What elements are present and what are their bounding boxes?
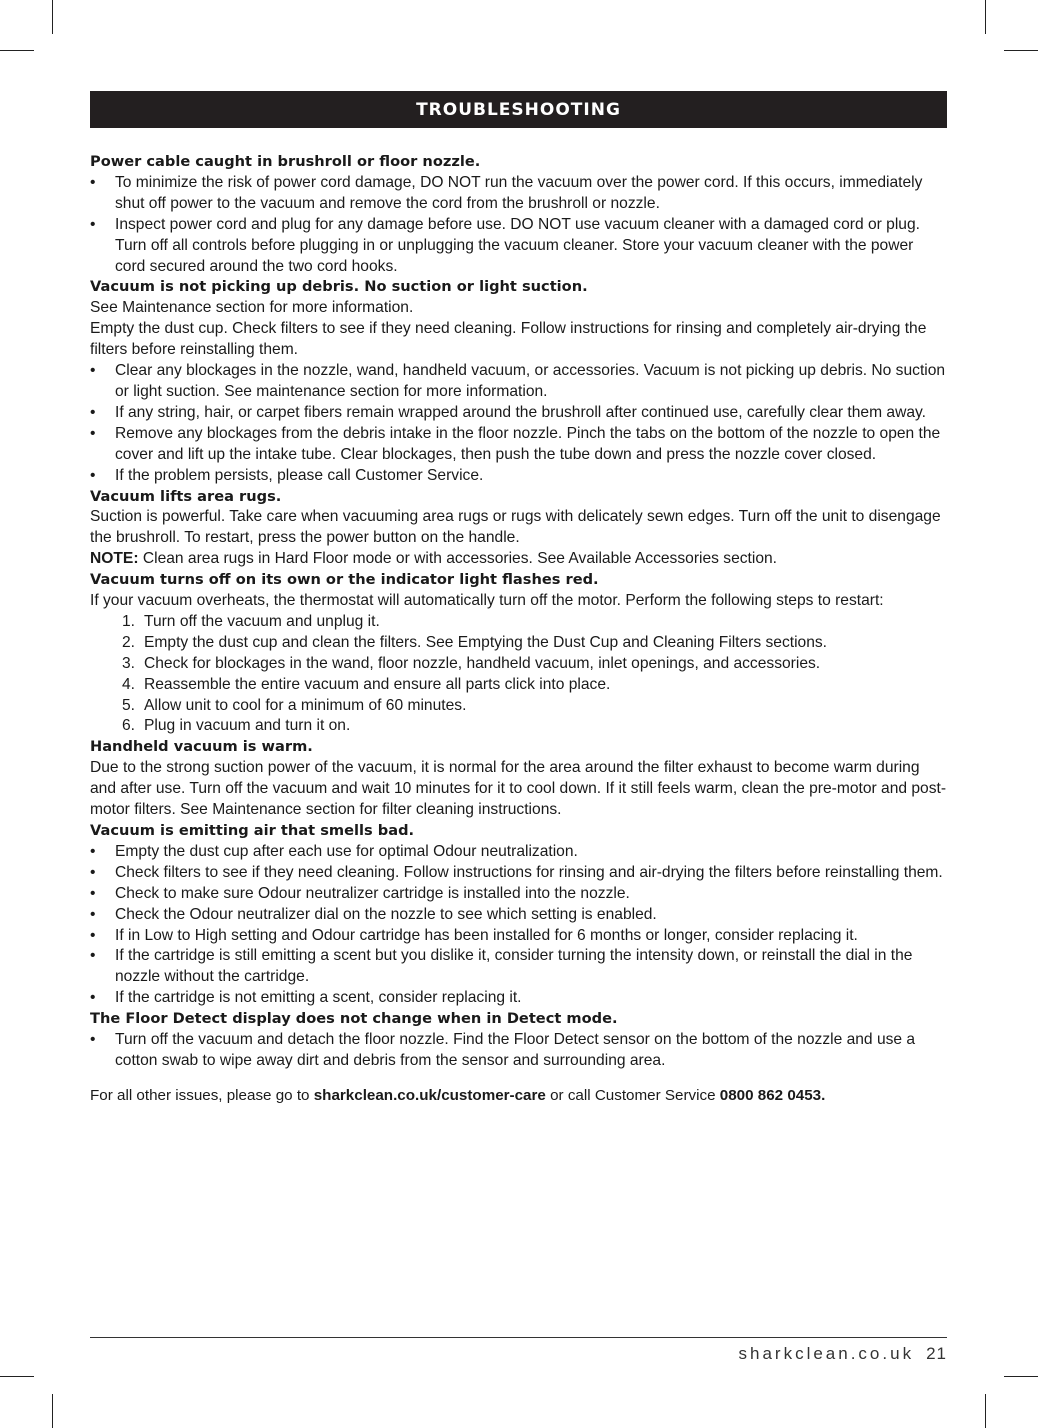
paragraph: Due to the strong suction power of the vacuum, it is normal for the area around the filter exhaust to become warm during and after use. Turn off the vacuum and wait 10 minutes for it to cool down. If it still feels warm, clean the pre-motor and post-motor filters. See Maintenance section for filter cleaning instructions. bbox=[90, 759, 947, 819]
section-banner bbox=[90, 91, 947, 128]
step-number: 5. bbox=[122, 696, 136, 714]
contact-middle: or call Customer Service bbox=[545, 1086, 720, 1104]
list-item: • Turn off the vacuum and detach the floor nozzle. Find the Floor Detect sensor on the bottom of the nozzle and use a cotton swab to wipe away dirt and debris from the sensor and surrounding area. bbox=[90, 1030, 947, 1072]
page-footer bbox=[739, 1344, 948, 1364]
section-heading: Power cable caught in brushroll or floor nozzle. bbox=[90, 153, 481, 170]
paragraph: If your vacuum overheats, the thermostat will automatically turn off the motor. Perform the following steps to restart: bbox=[90, 592, 884, 610]
list-item: • If the cartridge is not emitting a scent, consider replacing it. bbox=[90, 988, 947, 1009]
crop-mark bbox=[985, 1394, 986, 1428]
note-text: Clean area rugs in Hard Floor mode or with accessories. See Available Accessories section. bbox=[138, 550, 778, 568]
footer-divider bbox=[90, 1337, 947, 1338]
step-item bbox=[122, 696, 947, 717]
crop-mark bbox=[52, 0, 53, 34]
section-heading: The Floor Detect display does not change when in Detect mode. bbox=[90, 1010, 618, 1028]
step-text: Turn off the vacuum and unplug it. bbox=[144, 612, 380, 630]
step-text: Check for blockages in the wand, floor nozzle, handheld vacuum, inlet openings, and accessories. bbox=[144, 654, 821, 672]
note-label: NOTE: bbox=[90, 550, 139, 568]
section-heading: Vacuum is not picking up debris. No suction or light suction. bbox=[90, 278, 588, 296]
section-heading: Vacuum is emitting air that smells bad. bbox=[90, 822, 415, 839]
list-item: • Empty the dust cup after each use for optimal Odour neutralization. bbox=[90, 842, 947, 863]
crop-mark bbox=[0, 50, 34, 51]
paragraph: Suction is powerful. Take care when vacuuming area rugs or rugs with delicately sewn edges. Turn off the unit to disengage the brushroll. To restart, press the power button on the handle. bbox=[90, 508, 941, 547]
section-heading: Vacuum lifts area rugs. bbox=[90, 487, 282, 505]
list-item: • If the problem persists, please call Customer Service. bbox=[90, 466, 947, 487]
step-number: 3. bbox=[122, 654, 136, 672]
step-text: Allow unit to cool for a minimum of 60 minutes. bbox=[144, 696, 467, 714]
bullet-list bbox=[90, 173, 947, 278]
step-number: 6. bbox=[122, 717, 136, 735]
crop-mark bbox=[52, 1394, 53, 1428]
contact-prefix: For all other issues, please go to bbox=[90, 1086, 314, 1104]
list-item: • Check the Odour neutralizer dial on the nozzle to see which setting is enabled. bbox=[90, 905, 947, 926]
list-item: • Remove any blockages from the debris intake in the floor nozzle. Pinch the tabs on the bottom of the nozzle to open the cover and lift up the intake tube. Clear blockages, then push the tube down and press the nozzle cover closed. bbox=[90, 424, 947, 466]
troubleshooting-content bbox=[90, 152, 947, 1107]
step-item bbox=[122, 675, 947, 696]
list-item: • If any string, hair, or carpet fibers remain wrapped around the brushroll after continued use, carefully clear them away. bbox=[90, 403, 947, 424]
list-item: • To minimize the risk of power cord damage, DO NOT run the vacuum over the power cord. If this occurs, immediately shut off power to the vacuum and remove the cord from the brushroll or nozzle. bbox=[90, 173, 947, 215]
contact-note bbox=[90, 1086, 947, 1107]
step-text: Reassemble the entire vacuum and ensure all parts click into place. bbox=[144, 675, 611, 693]
page bbox=[90, 91, 947, 1107]
support-link[interactable]: sharkclean.co.uk/customer-care bbox=[313, 1086, 546, 1104]
crop-mark bbox=[985, 0, 986, 34]
list-item: • If in Low to High setting and Odour cartridge has been installed for 6 months or longer, consider replacing it. bbox=[90, 926, 947, 947]
step-item bbox=[122, 612, 947, 633]
footer-site: sharkclean.co.uk bbox=[738, 1344, 915, 1363]
page-number: 21 bbox=[926, 1344, 947, 1363]
paragraph: See Maintenance section for more information. bbox=[90, 299, 414, 317]
step-number: 4. bbox=[122, 675, 136, 693]
bullet-list bbox=[90, 842, 947, 1009]
list-item: • Check to make sure Odour neutralizer cartridge is installed into the nozzle. bbox=[90, 884, 947, 905]
bullet-list bbox=[90, 1030, 947, 1072]
list-item: • If the cartridge is still emitting a scent but you dislike it, consider turning the intensity down, or reinstall the dial in the nozzle without the cartridge. bbox=[90, 946, 947, 988]
section-heading: Vacuum turns off on its own or the indicator light flashes red. bbox=[90, 571, 599, 589]
step-item bbox=[122, 716, 947, 737]
banner-title: TROUBLESHOOTING bbox=[416, 99, 621, 120]
list-item: • Clear any blockages in the nozzle, wand, handheld vacuum, or accessories. Vacuum is not picking up debris. No suction or light suction. See maintenance section for more information. bbox=[90, 361, 947, 403]
step-text: Plug in vacuum and turn it on. bbox=[144, 717, 351, 735]
section-heading: Handheld vacuum is warm. bbox=[90, 738, 313, 756]
step-number: 1. bbox=[122, 612, 136, 630]
step-item bbox=[122, 633, 947, 654]
step-number: 2. bbox=[122, 633, 136, 651]
paragraph: Empty the dust cup. Check filters to see if they need cleaning. Follow instructions for rinsing and completely air-drying the filters before reinstalling them. bbox=[90, 320, 927, 359]
phone-number: 0800 862 0453. bbox=[719, 1086, 826, 1104]
bullet-list bbox=[90, 361, 947, 486]
list-item: • Check filters to see if they need cleaning. Follow instructions for rinsing and air-drying the filters before reinstalling them. bbox=[90, 863, 947, 884]
step-text: Empty the dust cup and clean the filters. See Emptying the Dust Cup and Cleaning Filters sections. bbox=[144, 633, 828, 651]
crop-mark bbox=[1004, 50, 1038, 51]
numbered-steps bbox=[90, 612, 947, 737]
crop-mark bbox=[0, 1376, 34, 1377]
step-item bbox=[122, 654, 947, 675]
note bbox=[90, 549, 947, 570]
crop-mark bbox=[1004, 1376, 1038, 1377]
list-item: • Inspect power cord and plug for any damage before use. DO NOT use vacuum cleaner with a damaged cord or plug. Turn off all controls before plugging in or unplugging the vacuum cleaner. Store your vacuum cleaner with the power cord secured around the two cord hooks. bbox=[90, 215, 947, 278]
